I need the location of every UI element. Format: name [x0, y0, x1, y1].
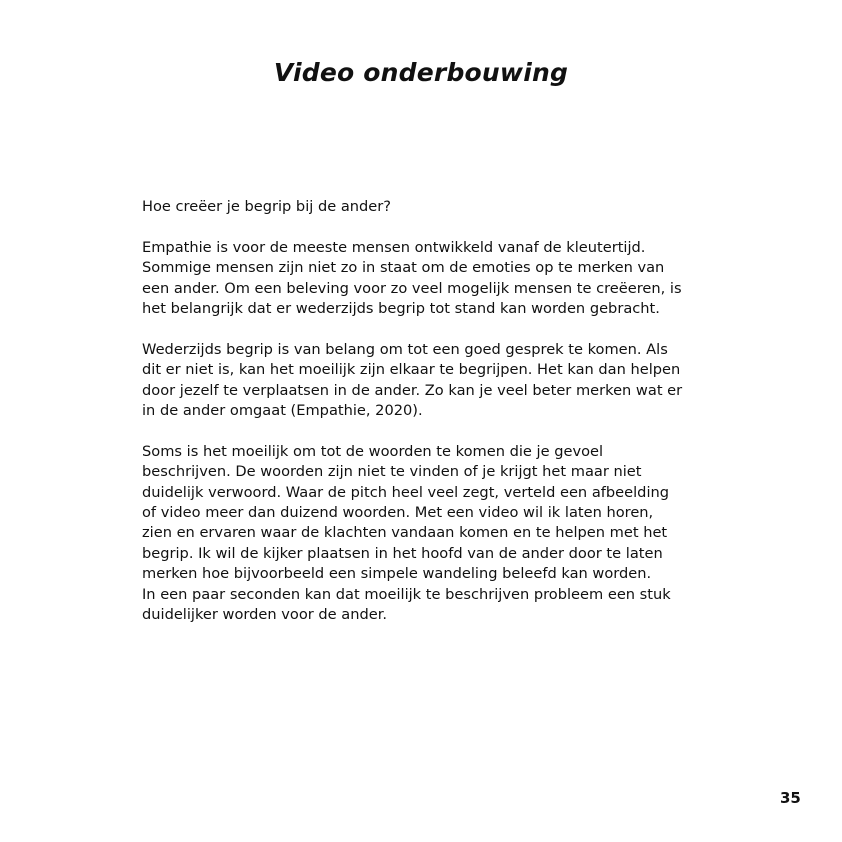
page-title: Video onderbouwing	[273, 58, 569, 87]
text-line: duidelijk verwoord. Waar de pitch heel veel zegt, verteld een afbeelding	[142, 483, 670, 501]
text-line: het belangrijk dat er wederzijds begrip tot stand kan worden gebracht.	[142, 300, 660, 318]
text-line: een ander. Om een beleving voor zo veel mogelijk mensen te creëeren, is	[142, 279, 682, 297]
text-line: of video meer dan duizend woorden. Met een video wil ik laten horen,	[142, 504, 654, 522]
text-line: zien en ervaren waar de klachten vandaan komen en te helpen met het	[142, 524, 668, 542]
paragraph-empathy	[142, 238, 707, 320]
text-line: duidelijker worden voor de ander.	[142, 606, 388, 624]
paragraph-mutual-understanding	[142, 340, 707, 422]
page-number: 35	[780, 789, 801, 807]
text-line: Wederzijds begrip is van belang om tot een goed gesprek te komen. Als	[142, 340, 668, 358]
text-line: in de ander omgaat (Empathie, 2020).	[142, 402, 423, 420]
text-line: beschrijven. De woorden zijn niet te vinden of je krijgt het maar niet	[142, 463, 642, 481]
text-line: Empathie is voor de meeste mensen ontwikkeld vanaf de kleutertijd.	[142, 238, 646, 256]
text-line: begrip. Ik wil de kijker plaatsen in het hoofd van de ander door te laten	[142, 544, 663, 562]
text-line: Sommige mensen zijn niet zo in staat om de emoties op te merken van	[142, 259, 665, 277]
text-line: dit er niet is, kan het moeilijk zijn elkaar te begrijpen. Het kan dan helpen	[142, 361, 681, 379]
text-line: door jezelf te verplaatsen in de ander. Zo kan je veel beter merken wat er	[142, 381, 683, 399]
paragraph-video-rationale	[142, 442, 707, 626]
text-line: merken hoe bijvoorbeeld een simpele wandeling beleefd kan worden.	[142, 565, 652, 583]
body-text	[142, 197, 707, 646]
text-line: In een paar seconden kan dat moeilijk te beschrijven probleem een stuk	[142, 585, 671, 603]
text-line: Hoe creëer je begrip bij de ander?	[142, 198, 392, 215]
question-paragraph	[142, 197, 707, 217]
text-line: Soms is het moeilijk om tot de woorden te komen die je gevoel	[142, 442, 604, 460]
